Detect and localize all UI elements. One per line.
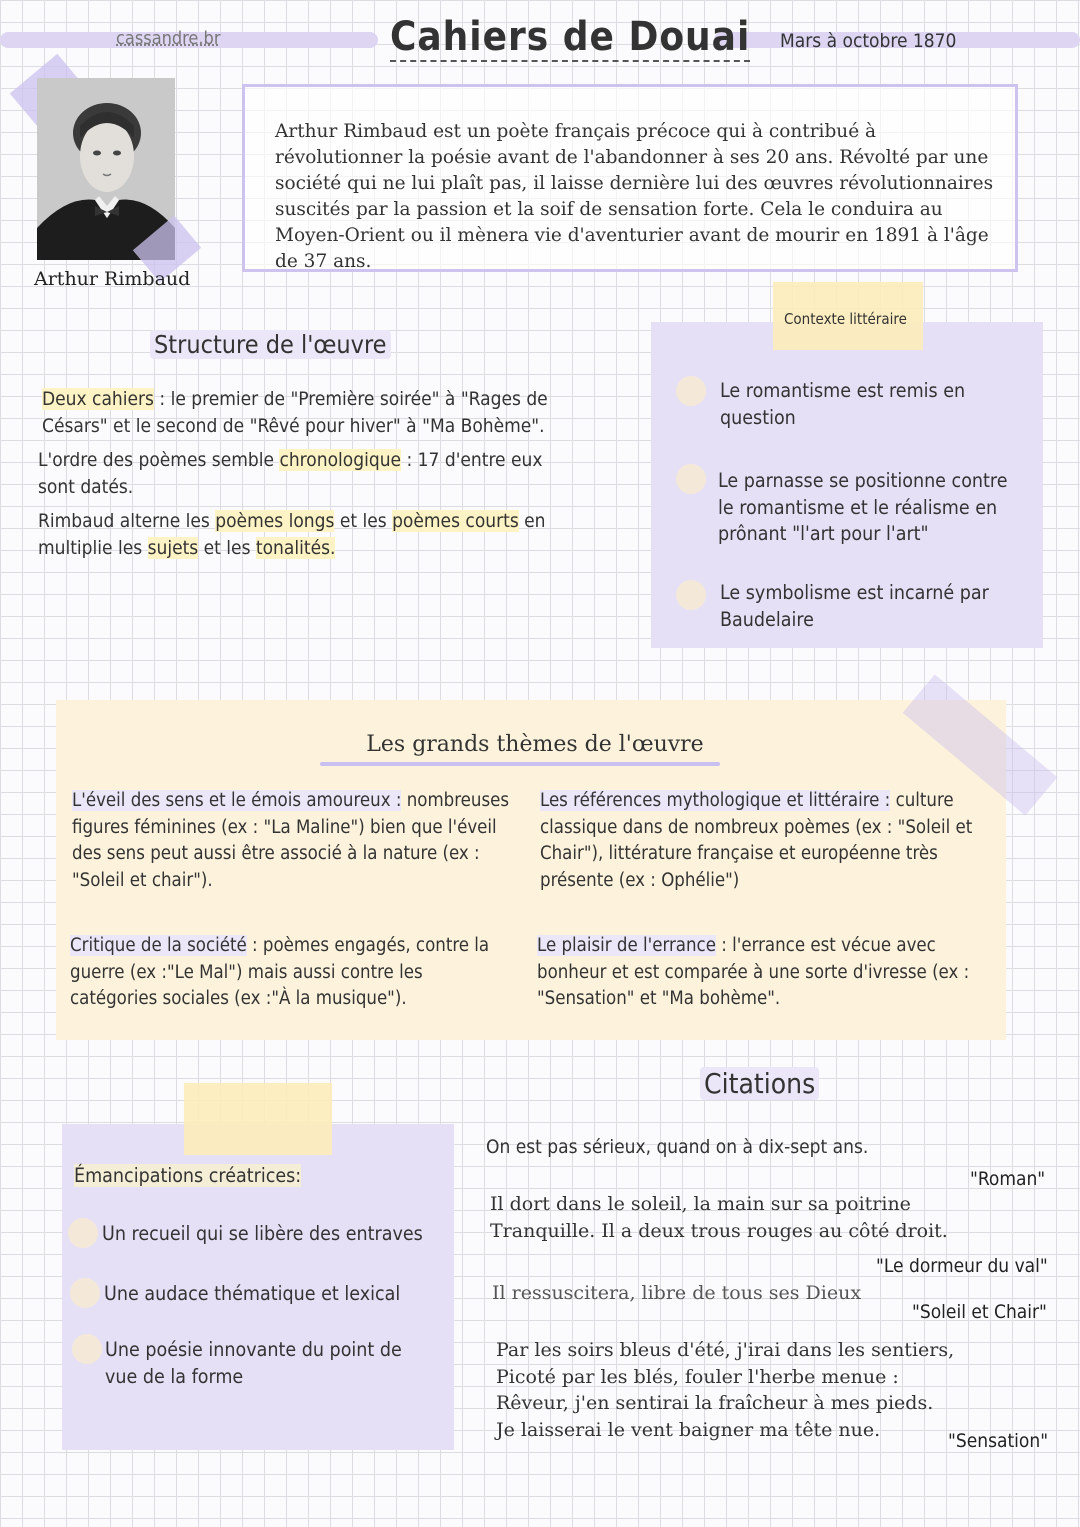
emancipation-item: Un recueil qui se libère des entraves — [102, 1222, 423, 1245]
theme-key: L'éveil des sens et le émois amoureux : — [72, 790, 402, 811]
highlight-chronologique: chronologique — [279, 449, 402, 471]
quote-line: Tranquille. Il a deux trous rouges au côté droit. — [490, 1219, 948, 1242]
highlight-tonalites: tonalités. — [255, 536, 336, 559]
tape-decoration — [184, 1083, 332, 1155]
themes-title: Les grands thèmes de l'œuvre — [366, 732, 704, 757]
quote-line: Picoté par les blés, fouler l'herbe menue : — [496, 1365, 899, 1388]
theme-item — [540, 788, 995, 894]
theme-text: culture classique dans de nombreux poèmes (ex : "Soleil et Chair"), littérature française et européenne très présente (ex : Ophélie") — [540, 790, 973, 891]
theme-item — [70, 933, 510, 1013]
emancipation-item: Une audace thématique et lexical — [104, 1282, 401, 1305]
bullet-dot — [676, 376, 706, 406]
context-item: Le parnasse se positionne contre le romantisme et le réalisme en prônant "l'art pour l'art" — [718, 469, 1008, 545]
theme-text: nombreuses figures féminines (ex : "La Maline") bien que l'éveil des sens peut aussi être associé à la nature (ex : "Soleil et chair"). — [72, 790, 510, 891]
bullet-dot — [68, 1218, 98, 1248]
structure-text: L'ordre des poèmes semble — [38, 449, 280, 471]
quote-line: Rêveur, j'en sentirai la fraîcheur à mes pieds. — [496, 1392, 934, 1414]
bullet-dot — [72, 1334, 102, 1364]
structure-paragraph — [38, 508, 578, 561]
quote-line: Je laisserai le vent baigner ma tête nue. — [496, 1418, 881, 1441]
quote-line: Il dort dans le soleil, la main sur sa poitrine — [490, 1193, 911, 1215]
quote: On est pas sérieux, quand on à dix-sept ans. — [486, 1136, 869, 1158]
theme-key: Critique de la société — [70, 935, 247, 956]
quote-line: Par les soirs bleus d'été, j'irai dans les sentiers, — [496, 1339, 955, 1361]
structure-body — [38, 386, 578, 569]
portrait-caption: Arthur Rimbaud — [34, 268, 191, 290]
structure-text: en multiplie les — [38, 510, 546, 559]
structure-text: et les — [334, 510, 393, 532]
theme-text: : poèmes engagés, contre la guerre (ex :"Le Mal") mais aussi contre les catégories sociales (ex :"À la musique"). — [70, 935, 490, 1009]
highlight-deux-cahiers: Deux cahiers — [42, 388, 154, 410]
quote — [490, 1191, 948, 1244]
header-dates: Mars à octobre 1870 — [780, 30, 957, 52]
theme-key: Le plaisir de l'errance — [537, 935, 716, 956]
structure-title — [150, 330, 391, 359]
context-label: Contexte littéraire — [784, 310, 907, 328]
emancipation-item: Une poésie innovante du point de vue de la forme — [105, 1338, 402, 1388]
context-item: Le symbolisme est incarné par Baudelaire — [720, 581, 989, 631]
intro-box — [242, 84, 1018, 272]
page-title: Cahiers de Douai — [390, 14, 751, 60]
intro-text: Arthur Rimbaud est un poète français précoce qui à contribué à révolutionner la poésie avant de l'abandonner à ses 20 ans. Révolté par une société qui ne lui plaît pas, il laisse dernière lui des œuvres révolutionnaires suscités par la passion et la soif de sensation forte. Cela le conduira au Moyen-Orient ou il mènera vie d'aventurier avant de mourir en 1891 à l'âge de 37 ans. — [275, 121, 994, 272]
theme-text: : l'errance est vécue avec bonheur et est comparée à une sorte d'ivresse (ex : "Sensation" et "Ma bohème". — [537, 935, 970, 1009]
context-label-tape — [773, 282, 923, 350]
quote — [496, 1337, 954, 1443]
quote-source: "Sensation" — [948, 1430, 1049, 1452]
bullet-dot — [70, 1278, 100, 1308]
site-name: cassandre.br — [116, 28, 221, 49]
quote-source: "Roman" — [970, 1168, 1046, 1190]
quote-source: "Soleil et Chair" — [912, 1301, 1047, 1323]
structure-title-text: Structure de l'œuvre — [150, 330, 391, 359]
theme-item — [72, 788, 517, 894]
highlight-sujets: sujets — [147, 536, 199, 559]
theme-key: Les références mythologique et littéraire : — [540, 790, 891, 811]
emancipations-title-text: Émancipations créatrices: — [74, 1164, 302, 1187]
bullet-dot — [676, 580, 706, 610]
bullet-dot — [676, 464, 706, 494]
citations-title — [700, 1067, 819, 1100]
highlight-poemes-longs: poèmes longs — [215, 510, 335, 532]
structure-text: et les — [198, 536, 256, 559]
theme-item — [537, 933, 1007, 1013]
quote: Il ressuscitera, libre de tous ses Dieux — [492, 1282, 862, 1304]
citations-title-text: Citations — [700, 1067, 819, 1100]
structure-text: : 17 d'entre eux sont datés. — [38, 449, 543, 498]
structure-paragraph — [38, 447, 578, 500]
structure-text: Rimbaud alterne les — [38, 510, 216, 532]
structure-text: : le premier de "Première soirée" à "Rages de Césars" et le second de "Rêvé pour hiver" à "Ma Bohème". — [42, 388, 548, 437]
context-item: Le romantisme est remis en question — [720, 379, 966, 429]
themes-title-underline — [320, 762, 720, 766]
structure-paragraph — [38, 386, 578, 439]
highlight-poemes-courts: poèmes courts — [392, 510, 519, 532]
emancipations-title — [74, 1164, 301, 1187]
quote-source: "Le dormeur du val" — [876, 1255, 1048, 1277]
